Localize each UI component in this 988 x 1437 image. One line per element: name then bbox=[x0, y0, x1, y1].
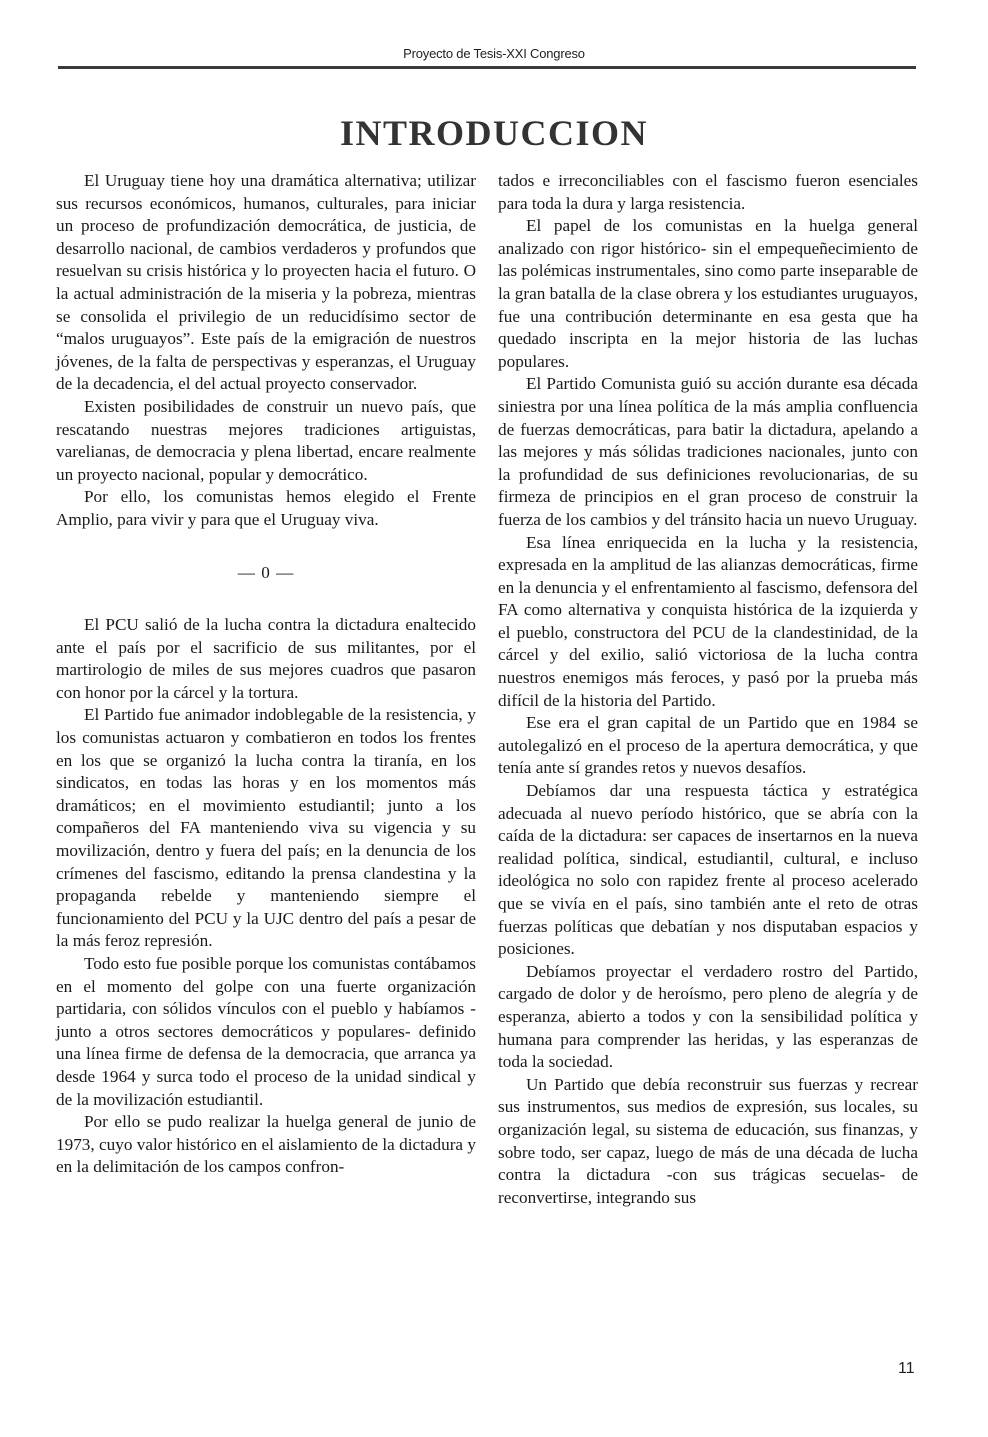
paragraph: Existen posibilidades de construir un nuevo país, que rescatando nuestras mejores tradiciones artiguistas, varelianas, de democracia y plena libertad, encare realmente un proyecto nacional, popular y democrático. bbox=[56, 396, 476, 484]
paragraph-continuation: tados e irreconciliables con el fascismo fueron esenciales para toda la dura y larga resistencia. bbox=[498, 171, 918, 213]
section-separator: — 0 — bbox=[237, 562, 295, 582]
left-column bbox=[56, 170, 476, 1179]
paragraph: Por ello se pudo realizar la huelga general de junio de 1973, cuyo valor histórico en el aislamiento de la dictadura y en la delimitación de los campos confron- bbox=[56, 1112, 476, 1177]
paragraph: Debíamos dar una respuesta táctica y estratégica adecuada al nuevo período histórico, que se abría con la caída de la dictadura: ser capaces de insertarnos en la nueva realidad política, sindical, estudiantil, cultural, e incluso ideológica no solo con rapidez frente al proceso acelerado que se vivía en el país, sino también ante el reto de otras fuerzas políticas que debatían y nos disputaban espacios y posiciones. bbox=[498, 781, 918, 959]
paragraph: Debíamos proyectar el verdadero rostro del Partido, cargado de dolor y de heroísmo, pero pleno de alegría y de esperanza, abierto a todos y con la sensibilidad política y humana para comprender las heridas, y las esperanzas de toda la sociedad. bbox=[498, 961, 918, 1072]
paragraph: Esa línea enriquecida en la lucha y la resistencia, expresada en la amplitud de las alianzas democráticas, firme en la denuncia y el enfrentamiento al fascismo, defensora del FA como alternativa y conquista histórica de la izquierda y el pueblo, constructora del PCU de la clandestinidad, de la cárcel y del exilio, salió victoriosa de la lucha contra nuestros enemigos más feroces, y pasó por la prueba más difícil de la historia del Partido. bbox=[498, 532, 918, 710]
paragraph: El Uruguay tiene hoy una dramática alternativa; utilizar sus recursos económicos, humanos, culturales, para iniciar un proceso de profundización democrática, de justicia, de desarrollo nacional, de cambios verdaderos y profundos que resuelvan su crisis histórica y lo proyecten hacia el futuro. O la actual administración de la miseria y la pobreza, mientras se consolida el privilegio de un reducidísimo sector de “malos uruguayos”. Este país de la emigración de nuestros jóvenes, de la falta de perspectivas y esperanzas, el Uruguay de la decadencia, el del actual proyecto conservador. bbox=[56, 171, 476, 394]
paragraph: El Partido fue animador indoblegable de la resistencia, y los comunistas actuaron y combatieron en todos los frentes en los que se organizó la lucha contra la tiranía, en los sindicatos, en todas las horas y en los momentos más dramáticos; en el movimiento estudiantil; junto a los compañeros del FA manteniendo viva su vigencia y su movilización, dentro y fuera del país; en la denuncia de los crímenes del fascismo, editando la prensa clandestina y la propaganda rebelde y manteniendo siempre el funcionamiento del PCU y la UJC dentro del país a pesar de la más feroz represión. bbox=[56, 705, 476, 951]
right-column bbox=[498, 170, 918, 1209]
paragraph: El PCU salió de la lucha contra la dictadura enaltecido ante el país por el sacrificio de sus militantes, por el martirologio de miles de sus mejores cuadros que pasaron con honor por la cárcel y la tortura. bbox=[56, 615, 476, 702]
running-head: Proyecto de Tesis-XXI Congreso bbox=[403, 46, 585, 61]
page-number: 11 bbox=[898, 1360, 915, 1377]
paragraph: El papel de los comunistas en la huelga general analizado con rigor histórico- sin el empequeñecimiento de las polémicas instrumentales, sino como parte inseparable de la gran batalla de la clase obrera y los estudiantes uruguayos, fue una contribución determinante en esa gesta que ha quedado inscripta en la mejor historia de las luchas populares. bbox=[498, 216, 918, 371]
paragraph: El Partido Comunista guió su acción durante esa década siniestra por una línea política de la más amplia confluencia de fuerzas democráticas, para batir la dictadura, apelando a las mejores y más sólidas tradiciones nacionales, junto con la profundidad de sus definiciones revolucionarias, de su firmeza de principios en el gran proceso de construir la fuerza de los cambios y del tránsito hacia un nuevo Uruguay. bbox=[498, 374, 918, 529]
header-rule bbox=[58, 66, 916, 69]
paragraph: Un Partido que debía reconstruir sus fuerzas y recrear sus instrumentos, sus medios de expresión, sus locales, su organización legal, su sistema de educación, sus finanzas, y sobre todo, ser capaz, luego de más de una década de lucha contra la dictadura -con sus trágicas secuelas- de reconvertirse, integrando sus bbox=[498, 1074, 918, 1207]
paragraph: Por ello, los comunistas hemos elegido el Frente Amplio, para vivir y para que el Uruguay viva. bbox=[56, 487, 476, 529]
paragraph: Todo esto fue posible porque los comunistas contábamos en el momento del golpe con una fuerte organización partidaria, con sólidos vínculos con el pueblo y habíamos -junto a otros sectores democráticos y populares- definido una línea firme de defensa de la democracia, que arranca ya desde 1964 y surca todo el proceso de la unidad sindical y de la movilización estudiantil. bbox=[56, 954, 476, 1109]
paragraph: Ese era el gran capital de un Partido que en 1984 se autolegalizó en el proceso de la apertura democrática, y que tenía ante sí grandes retos y nuevos desafíos. bbox=[498, 713, 918, 778]
page-title: INTRODUCCION bbox=[339, 113, 649, 154]
